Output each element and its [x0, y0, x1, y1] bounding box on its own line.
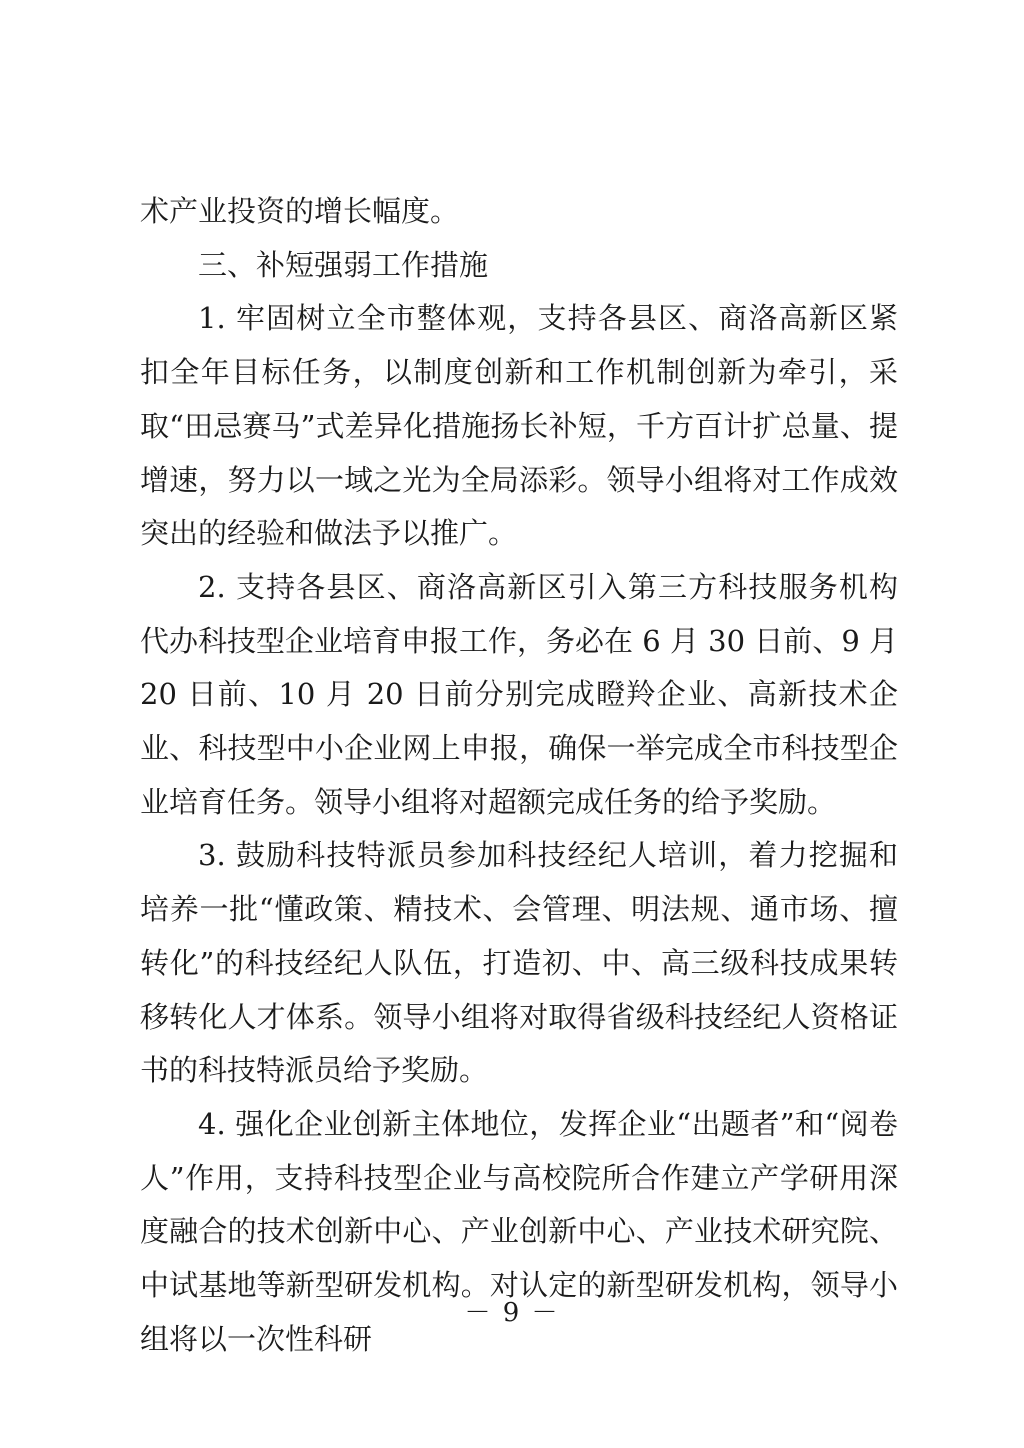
paragraph-continued: 术产业投资的增长幅度。 [140, 194, 460, 228]
document-body [140, 185, 898, 1366]
paragraph-item-3: 3. 鼓励科技特派员参加科技经纪人培训，着力挖掘和培养一批“懂政策、精技术、会管理、明法规、通市场、擅转化”的科技经纪人队伍，打造初、中、高三级科技成果转移转化人才体系。领导小组将对取得省级科技经纪人资格证书的科技特派员给予奖励。 [140, 838, 898, 1088]
page-number: － 9 － [464, 1298, 560, 1328]
paragraph-item-1: 1. 牢固树立全市整体观，支持各县区、商洛高新区紧扣全年目标任务，以制度创新和工作机制创新为牵引，采取“田忌赛马”式差异化措施扬长补短，千方百计扩总量、提增速，努力以一域之光为全局添彩。领导小组将对工作成效突出的经验和做法予以推广。 [140, 301, 898, 551]
paragraph-item-2: 2. 支持各县区、商洛高新区引入第三方科技服务机构代办科技型企业培育申报工作，务必在 6 月 30 日前、9 月 20 日前、10 月 20 日前分别完成瞪羚企业、高新技术企业、科技型中小企业网上申报，确保一举完成全市科技型企业培育任务。领导小组将对超额完成任务的给予奖励。 [140, 569, 898, 819]
section-heading: 三、补短强弱工作措施 [198, 247, 489, 282]
paragraph-item-4: 4. 强化企业创新主体地位，发挥企业“出题者”和“阅卷人”作用，支持科技型企业与高校院所合作建立产学研用深度融合的技术创新中心、产业创新中心、产业技术研究院、中试基地等新型研发机构。对认定的新型研发机构，领导小组将以一次性科研 [140, 1106, 898, 1356]
